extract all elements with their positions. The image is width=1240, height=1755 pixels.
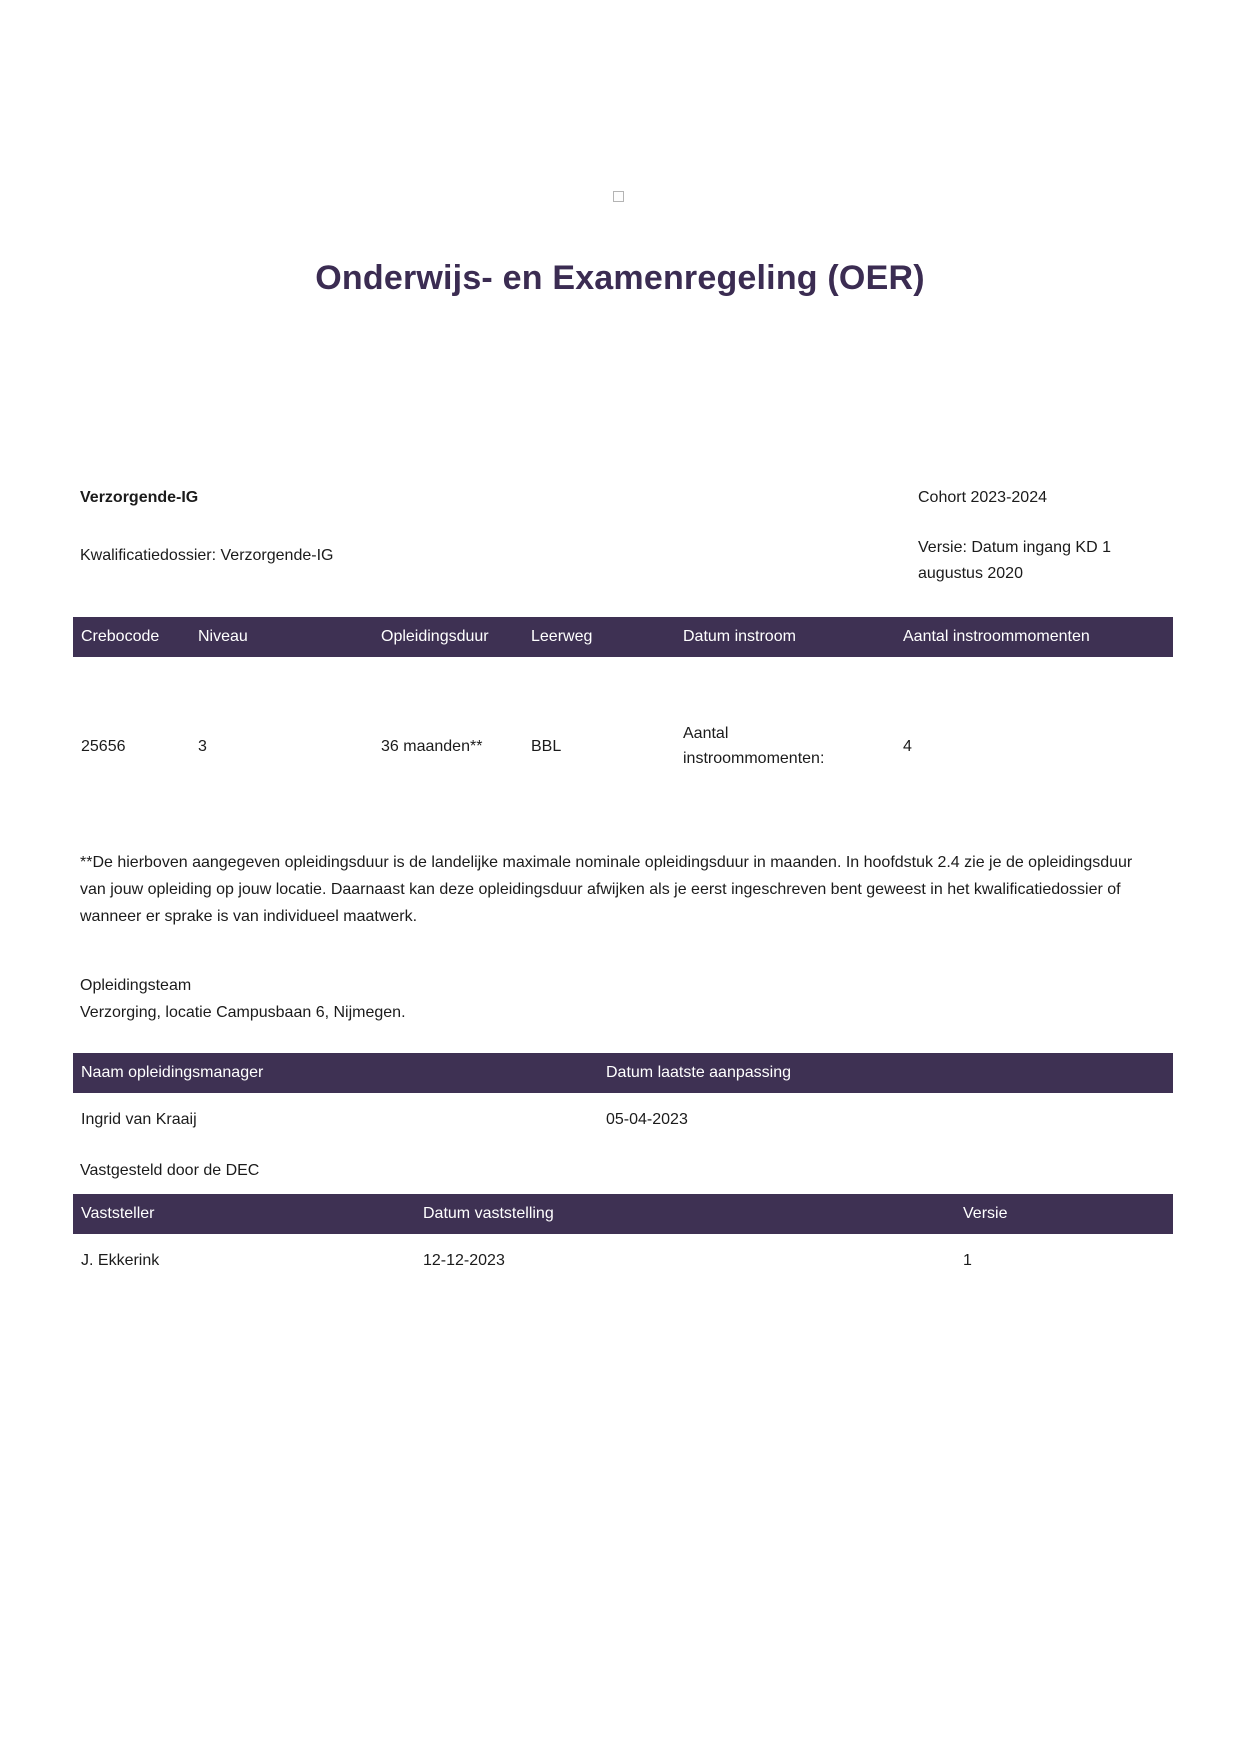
info-left-column	[80, 488, 700, 587]
cell-opleidingsmanager-naam: Ingrid van Kraaij	[81, 1111, 197, 1128]
opleidingsteam-section	[80, 972, 1160, 1026]
cell-aantal-instroommomenten: 4	[903, 737, 912, 755]
instroom-table-row	[73, 721, 1173, 771]
cell-opleidingsduur: 36 maanden**	[381, 737, 483, 755]
instroom-table-header	[73, 617, 1173, 657]
kwalificatiedossier-label: Kwalificatiedossier: Verzorgende-IG	[80, 547, 334, 564]
cell-datum-instroom: Aantal instroommomenten:	[683, 725, 825, 767]
info-right-column	[918, 488, 1160, 587]
header-crebocode: Crebocode	[81, 628, 160, 645]
opleidingsduur-footnote: **De hierboven aangegeven opleidingsduur is de landelijke maximale nominale opleidingsduur in maanden. In hoofdstuk 2.4 zie je de opleidingsduur van jouw opleiding op jouw locatie. Daarnaast kan deze opleidingsduur afwijken als je eerst ingeschreven bent geweest in het kwalificatiedossier of wanneer er sprake is van individueel maatwerk.	[80, 854, 1133, 925]
header-datum-vaststelling: Datum vaststelling	[423, 1205, 554, 1222]
cell-datum-laatste-aanpassing: 05-04-2023	[606, 1111, 688, 1128]
cell-leerweg: BBL	[531, 737, 562, 755]
header-datum-instroom: Datum instroom	[683, 628, 796, 645]
header-aantal-instroommomenten: Aantal instroommomenten	[903, 628, 1090, 645]
cell-vaststeller: J. Ekkerink	[81, 1252, 160, 1269]
header-versie: Versie	[963, 1205, 1008, 1222]
cell-datum-vaststelling: 12-12-2023	[423, 1252, 505, 1269]
opleidingsteam-value: Verzorging, locatie Campusbaan 6, Nijmegen.	[80, 1004, 406, 1021]
info-section	[80, 488, 1160, 587]
header-opleidingsduur: Opleidingsduur	[381, 628, 489, 645]
header-datum-laatste-aanpassing: Datum laatste aanpassing	[606, 1064, 791, 1081]
header-naam-opleidingsmanager: Naam opleidingsmanager	[81, 1064, 264, 1081]
manager-table-row	[73, 1110, 1173, 1130]
header-vaststeller: Vaststeller	[81, 1205, 155, 1222]
vaststelling-table-row	[73, 1251, 1173, 1271]
cohort-label: Cohort 2023-2024	[918, 489, 1047, 506]
cell-versie: 1	[963, 1252, 972, 1269]
cell-niveau: 3	[198, 737, 207, 755]
missing-image-placeholder-icon	[613, 191, 624, 202]
cell-crebocode: 25656	[81, 737, 126, 755]
vaststelling-table-header	[73, 1194, 1173, 1234]
header-niveau: Niveau	[198, 628, 248, 645]
document-title: Onderwijs- en Examenregeling (OER)	[315, 259, 925, 297]
vastgesteld-label: Vastgesteld door de DEC	[80, 1162, 260, 1179]
header-leerweg: Leerweg	[531, 628, 593, 645]
program-name: Verzorgende-IG	[80, 489, 199, 506]
manager-table-header	[73, 1053, 1173, 1093]
versie-label: Versie: Datum ingang KD 1 augustus 2020	[918, 539, 1111, 582]
opleidingsteam-label: Opleidingsteam	[80, 977, 192, 994]
